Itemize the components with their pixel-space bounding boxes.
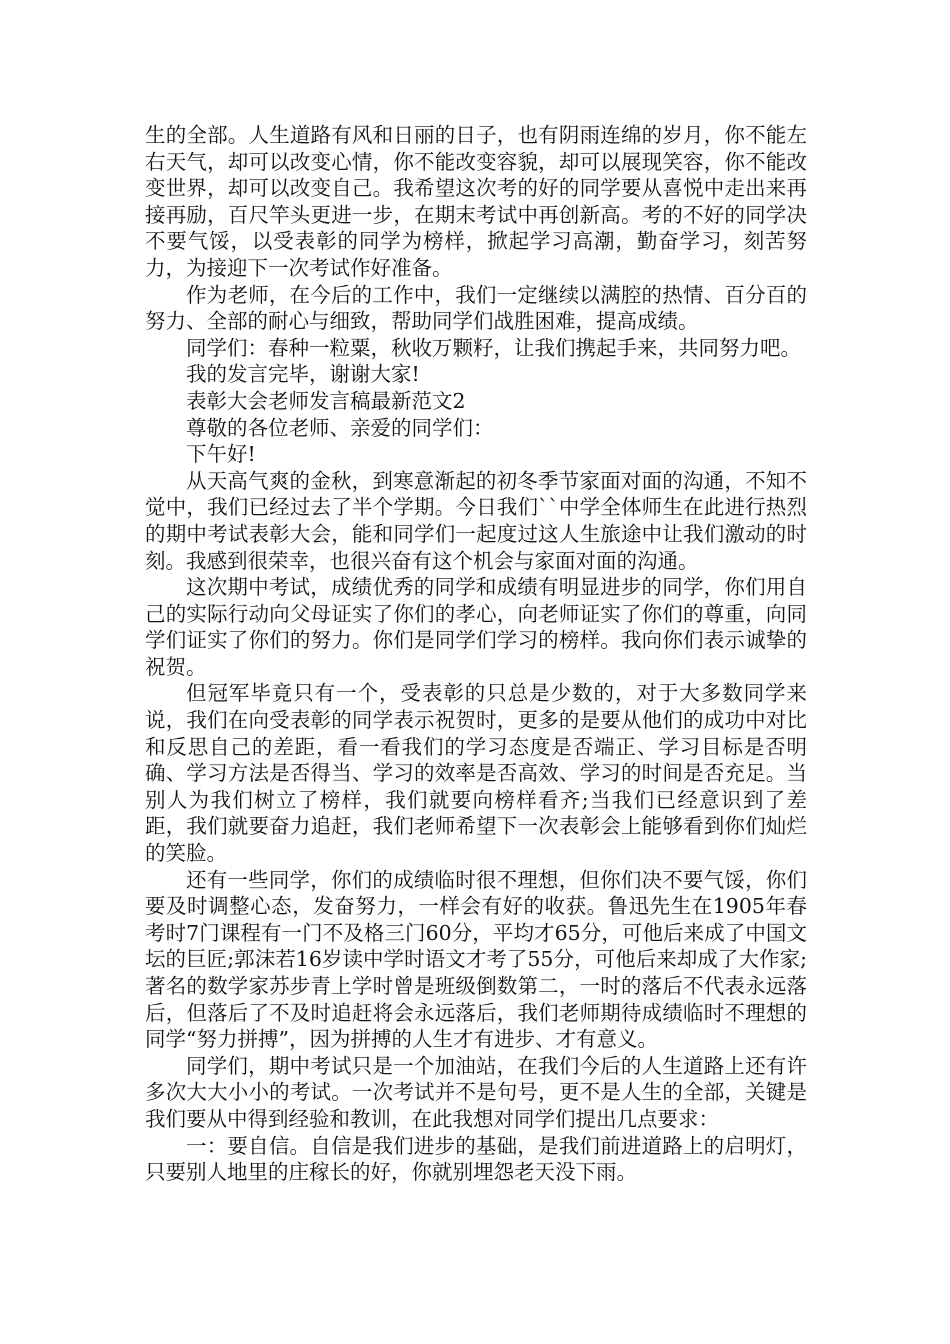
paragraph-reflection: 但冠军毕竟只有一个，受表彰的只总是少数的，对于大多数同学来说，我们在向受表彰的同学表示祝贺时，更多的是要从他们的成功中对比和反思自己的差距，看一看我们的学习态度是否端正、学习目标是否明确、学习方法是否得当、学习的效率是否高效、学习的时间是否充足。当别人为我们树立了榜样，我们就要向榜样看齐;当我们已经意识到了差距，我们就要奋力追赶，我们老师希望下一次表彰会上能够看到你们灿烂的笑脸。 — [145, 681, 807, 866]
document-body — [145, 122, 807, 1186]
section-title: 表彰大会老师发言稿最新范文2 — [186, 388, 466, 413]
paragraph-continuation: 生的全部。人生道路有风和日丽的日子，也有阴雨连绵的岁月，你不能左右天气，却可以改变心情，你不能改变容貌，却可以展现笑容，你不能改变世界，却可以改变自己。我希望这次考的好的同学要从喜悦中走出来再接再励，百尺竿头更进一步，在期末考试中再创新高。考的不好的同学决不要气馁，以受表彰的同学为榜样，掀起学习高潮，勤奋学习，刻苦努力，为接迎下一次考试作好准备。 — [145, 123, 807, 280]
paragraph-encouragement: 还有一些同学，你们的成绩临时很不理想，但你们决不要气馁，你们要及时调整心态，发奋努力，一样会有好的收获。鲁迅先生在1905年春考时7门课程有一门不及格三门60分，平均才65分，可他后来成了中国文坛的巨匠;郭沫若16岁读中学时语文才考了55分，可他后来却成了大作家;著名的数学家苏步青上学时曾是班级倒数第二，一时的落后不代表永远落后，但落后了不及时追赶将会永远落后，我们老师期待成绩临时不理想的同学“努力拼搏”，因为拼搏的人生才有进步、才有意义。 — [145, 867, 807, 1052]
paragraph-intro: 从天高气爽的金秋，到寒意渐起的初冬季节家面对面的沟通，不知不觉中，我们已经过去了半个学期。今日我们``中学全体师生在此进行热烈的期中考试表彰大会，能和同学们一起度过这人生旅途中让我们激动的时刻。我感到很荣幸，也很兴奋有这个机会与家面对面的沟通。 — [145, 468, 807, 573]
paragraph-closing: 我的发言完毕，谢谢大家! — [186, 362, 420, 387]
paragraph-teacher-commitment: 作为老师，在今后的工作中，我们一定继续以满腔的热情、百分百的努力、全部的耐心与细致，帮助同学们战胜困难，提高成绩。 — [145, 282, 807, 334]
paragraph-congratulations: 这次期中考试，成绩优秀的同学和成绩有明显进步的同学，你们用自己的实际行动向父母证实了你们的孝心，向老师证实了你们的尊重，向同学们证实了你们的努力。你们是同学们学习的榜样。我向你们表示诚挚的祝贺。 — [145, 575, 807, 679]
greeting: 下午好! — [186, 442, 256, 467]
paragraph-call-to-action: 同学们：春种一粒粟，秋收万颗籽，让我们携起手来，共同努力吧。 — [186, 335, 801, 360]
paragraph-point-one: 一：要自信。自信是我们进步的基础，是我们前进道路上的启明灯，只要别人地里的庄稼长的好，你就别埋怨老天没下雨。 — [145, 1133, 807, 1185]
salutation: 尊敬的各位老师、亲爱的同学们： — [186, 415, 494, 440]
paragraph-requirements: 同学们，期中考试只是一个加油站，在我们今后的人生道路上还有许多次大大小小的考试。一次考试并不是句号，更不是人生的全部，关键是我们要从中得到经验和教训，在此我想对同学们提出几点要求： — [145, 1053, 807, 1131]
